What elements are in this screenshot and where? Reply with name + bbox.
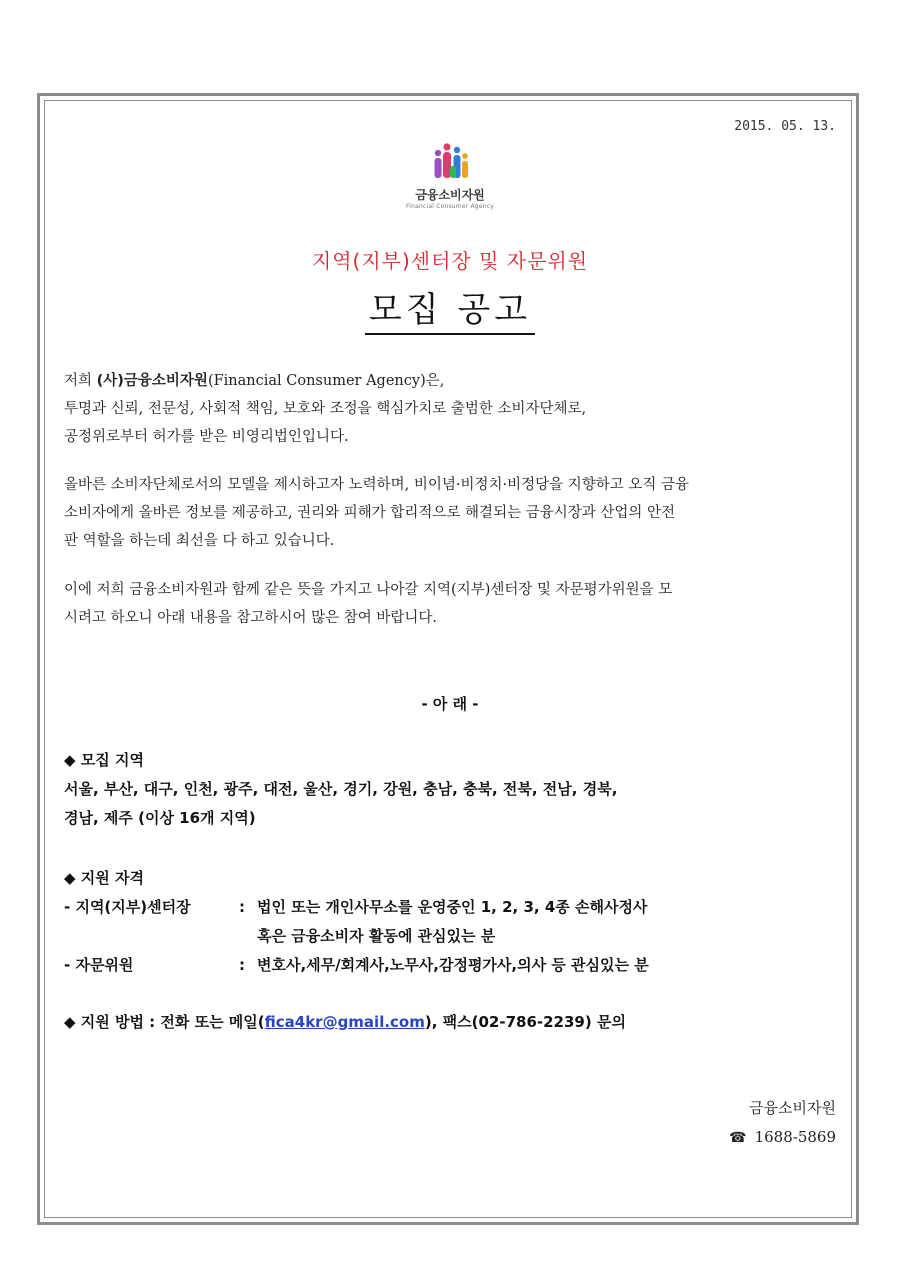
qualification-colon: :	[239, 898, 245, 916]
below-label: - 아 래 -	[421, 695, 479, 713]
qualification-row-advisor	[64, 951, 844, 980]
notice-subtitle: 지역(지부)센터장 및 자문위원	[311, 249, 589, 273]
qualification-row-center	[64, 893, 844, 922]
notice-title: 모집 공고	[365, 282, 535, 335]
intro-line-3: 공정위로부터 허가를 받은 비영리법인입니다.	[64, 429, 349, 445]
apply-suffix: ), 팩스(02-786-2239) 문의	[424, 1013, 626, 1031]
logo	[400, 142, 500, 210]
intro-line-1	[64, 367, 836, 395]
qualification-text-advisor: 변호사,세무/회계사,노무사,감정평가사,의사 등 관심있는 분	[257, 956, 649, 974]
invite-paragraph	[64, 576, 836, 632]
qualification-spacer-colon	[239, 922, 257, 951]
qualification-text-center: 법인 또는 개인사무소를 운영중인 1, 2, 3, 4종 손해사정사	[257, 898, 648, 916]
notice-title-wrap	[0, 282, 900, 335]
qualification-colon-2: :	[239, 956, 245, 974]
apply-prefix: ◆ 지원 방법 : 전화 또는 메일(	[64, 1013, 265, 1031]
logo-name: 금융소비자원	[415, 188, 485, 202]
mission-line-2: 소비자에게 올바른 정보를 제공하고, 권리와 피해가 합리적으로 해결되는 금융시장과 산업의 안전	[64, 505, 675, 521]
footer-phone-number: 1688-5869	[754, 1128, 836, 1146]
regions-line-2: 경남, 제주 (이상 16개 지역)	[64, 809, 256, 827]
qualification-row-center-cont	[64, 922, 844, 951]
intro-suffix: (Financial Consumer Agency)은,	[207, 373, 445, 389]
qualification-section	[64, 864, 844, 980]
footer-phone	[729, 1128, 836, 1146]
mission-paragraph	[64, 471, 836, 555]
regions-heading: ◆ 모집 지역	[64, 751, 144, 769]
logo-subtitle: Financial Consumer Agency	[406, 203, 494, 210]
apply-section	[64, 1008, 844, 1037]
people-group-icon	[430, 142, 470, 184]
invite-line-1: 이에 저희 금융소비자원과 함께 같은 뜻을 가지고 나아갈 지역(지부)센터장 및 자문평가위원을 모	[64, 582, 673, 598]
intro-org-name: (사)금융소비자원	[96, 373, 208, 389]
footer-org: 금융소비자원	[749, 1099, 836, 1117]
regions-section	[64, 746, 844, 833]
mission-line-1: 올바른 소비자단체로서의 모델을 제시하고자 노력하며, 비이념·비정치·비정당을 지향하고 오직 금융	[64, 477, 689, 493]
qualification-heading: ◆ 지원 자격	[64, 869, 144, 887]
telephone-icon: ☎	[729, 1130, 747, 1146]
qualification-label-advisor: - 자문위원	[64, 956, 134, 974]
intro-line-2: 투명과 신뢰, 전문성, 사회적 책임, 보호와 조정을 핵심가치로 출범한 소비자단체로,	[64, 401, 587, 417]
qualification-spacer	[64, 922, 239, 951]
qualification-text-center-2: 혹은 금융소비자 활동에 관심있는 분	[257, 927, 496, 945]
mission-line-3: 판 역할을 하는데 최선을 다 하고 있습니다.	[64, 533, 335, 549]
notice-date: 2015. 05. 13.	[734, 119, 836, 134]
email-link[interactable]: fica4kr@gmail.com	[264, 1013, 425, 1031]
intro-prefix: 저희	[64, 373, 97, 389]
intro-paragraph	[64, 367, 836, 451]
regions-line-1: 서울, 부산, 대구, 인천, 광주, 대전, 울산, 경기, 강원, 충남, 충북, 전북, 전남, 경북,	[64, 780, 618, 798]
apply-line	[64, 1008, 844, 1037]
qualification-label-center: - 지역(지부)센터장	[64, 898, 191, 916]
invite-line-2: 시려고 하오니 아래 내용을 참고하시어 많은 참여 바랍니다.	[64, 610, 438, 626]
